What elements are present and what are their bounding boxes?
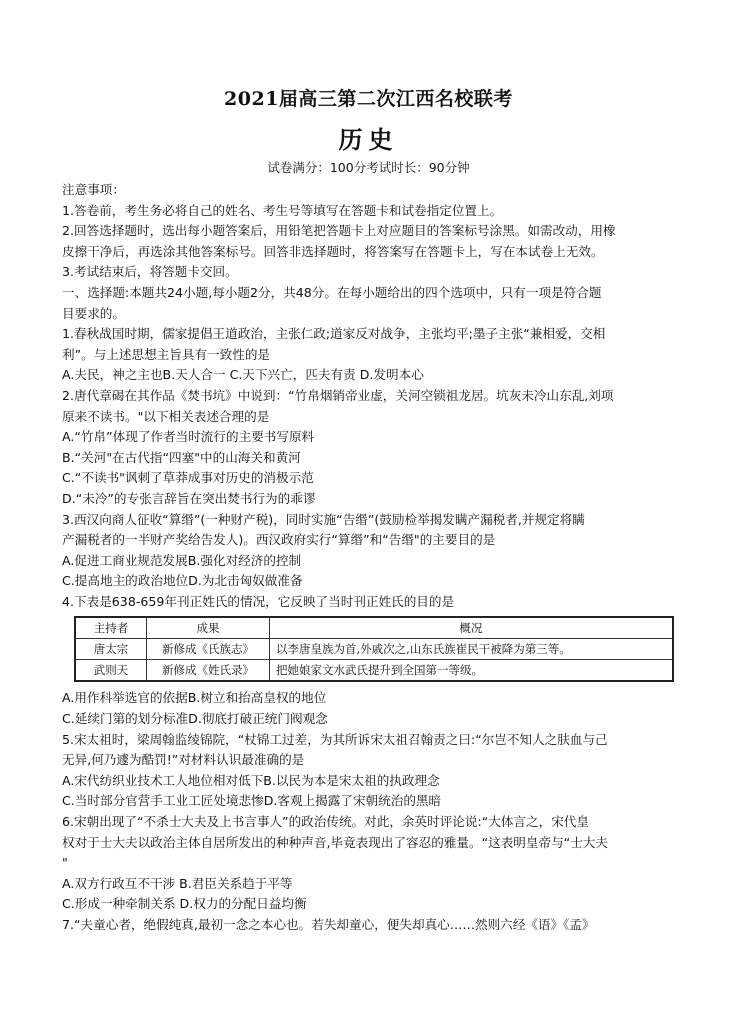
text-line: C.延续门第的划分标准D.彻底打破正统门阀观念 [62, 711, 328, 727]
text-line: 5.宋太祖时，梁周翰监绫锦院，“杖锦工过差，为其所诉宋太祖召翰责之曰:“尔岂不知人之肤血与己 [62, 731, 608, 747]
text-line: A.双方行政互不干涉 B.君臣关系趋于平等 [62, 875, 293, 891]
text-line: 4.下表是638-659年刊正姓氏的情况，它反映了当时刊正姓氏的目的是 [62, 593, 455, 609]
text-line: C.“不读书"讽刺了草莽成事对历史的消极示范 [62, 470, 314, 486]
table-header-cell: 主持者 [75, 617, 147, 639]
text-line: A.宋代纺织业技术工人地位相对低下B.以民为本是宋太祖的执政理念 [62, 772, 440, 788]
question-4-table-wrap [68, 616, 682, 686]
table-row [75, 639, 673, 660]
exam-body [62, 180, 682, 936]
table-cell: 以李唐皇族为首,外戚次之,山东氏族崔民干被降为第三等。 [270, 639, 674, 660]
text-line: 皮擦干净后，再选涂其他答案标号。回答非选择题时，将答案写在答题卡上，写在本试卷上无效。 [62, 243, 604, 259]
table-cell: 唐太宗 [75, 639, 147, 660]
text-line: 1.答卷前，考生务必将自己的姓名、考生号等填写在答题卡和试卷指定位置上。 [62, 202, 503, 218]
text-line: 权对于士大夫以政治主体自居所发出的种种声音,毕竟表现出了容忍的雅量。“这表明皇帝与“士大夫 [62, 834, 608, 850]
text-line: 6.宋朝出现了“不杀士大夫及上书言事人”的政治传统。对此，余英时评论说:“大体言之，宋代皇 [62, 814, 589, 830]
text-line: 目要求的。 [62, 305, 125, 321]
text-line: C.当时部分官营手工业工匠处境悲惨D.客观上揭露了宋朝统治的黑暗 [62, 793, 442, 809]
text-line: D.“未冷”的专张言辞旨在突出焚书行为的乖谬 [62, 490, 316, 506]
text-line: 3.考试结束后，将答题卡交回。 [62, 264, 238, 280]
text-line: 2.回答选择题时，选出每小题答案后，用铅笔把答题卡上对应题目的答案标号涂黑。如需改动，用橡 [62, 223, 616, 239]
text-line: A.用作科举选官的依据B.树立和抬高皇权的地位 [62, 690, 327, 706]
text-line: 1.春秋战国时期，儒家提倡王道政治，主张仁政;道家反对战争，主张均平;墨子主张“兼相爱，交相 [62, 326, 606, 342]
question-4-table [74, 616, 674, 682]
text-line: B.“关河"在古代指“四塞"中的山海关和黄河 [62, 449, 301, 465]
exam-title: 2021届高三第二次江西名校联考 [224, 88, 513, 110]
table-cell: 武则天 [75, 660, 147, 682]
table-row [75, 660, 673, 682]
text-line: C.提高地主的政治地位D.为北击匈奴做准备 [62, 573, 303, 589]
table-header-cell: 成果 [147, 617, 270, 639]
subject-title: 历史 [338, 125, 399, 154]
table-header-row [75, 617, 673, 639]
text-line: 利”。与上述思想主旨具有一致性的是 [62, 346, 271, 362]
text-line: A.促进工商业规范发展B.强化对经济的控制 [62, 552, 302, 568]
table-header-cell: 概况 [270, 617, 674, 639]
text-line: C.形成一种牵制关系 D.权力的分配日益均衡 [62, 896, 307, 912]
table-cell: 新修成《氏族志》 [147, 639, 270, 660]
text-block-lower [62, 688, 682, 935]
text-line: " [62, 855, 68, 871]
table-cell: 把她娘家文水武氏提升到全国第一等级。 [270, 660, 674, 682]
text-line: 2.唐代章碣在其作品《焚书坑》中说到：“竹帛烟销帝业虚，关河空锁祖龙居。坑灰未冷山东乱,刘项 [62, 387, 614, 403]
text-block-upper [62, 180, 682, 612]
table-cell: 新修成《姓氏录》 [147, 660, 270, 682]
text-line: A.夫民，神之主也B.天人合一 C.天下兴亡，匹夫有责 D.发明本心 [62, 367, 424, 383]
text-line: 3.西汉向商人征收“算缗”(一种财产税)，同时实施“告缗”(鼓励检举揭发瞒产漏税者,并规定将瞒 [62, 511, 585, 527]
text-line: 无异,何乃遽为酷罚!”对材料认识最准确的是 [62, 752, 305, 768]
text-line: 一、选择题:本题共24小题,每小题2分，共48分。在每小题给出的四个选项中，只有一项是符合题 [62, 284, 602, 300]
exam-meta: 试卷满分：100分考试时长：90分钟 [267, 160, 470, 175]
text-line: 产漏税者的一半财产奖给告发人)。西汉政府实行“算缗”和“告缗"的主要目的是 [62, 532, 496, 548]
text-line: A.“竹帛”体现了作者当时流行的主要书写原料 [62, 429, 315, 445]
text-line: 7.“夫童心者，绝假纯真,最初一念之本心也。若失却童心，便失却真心……然则六经《语》《孟》 [62, 917, 595, 932]
text-line: 原来不读书。"以下相关表述合理的是 [62, 408, 270, 424]
text-line: 注意事项： [62, 182, 125, 197]
